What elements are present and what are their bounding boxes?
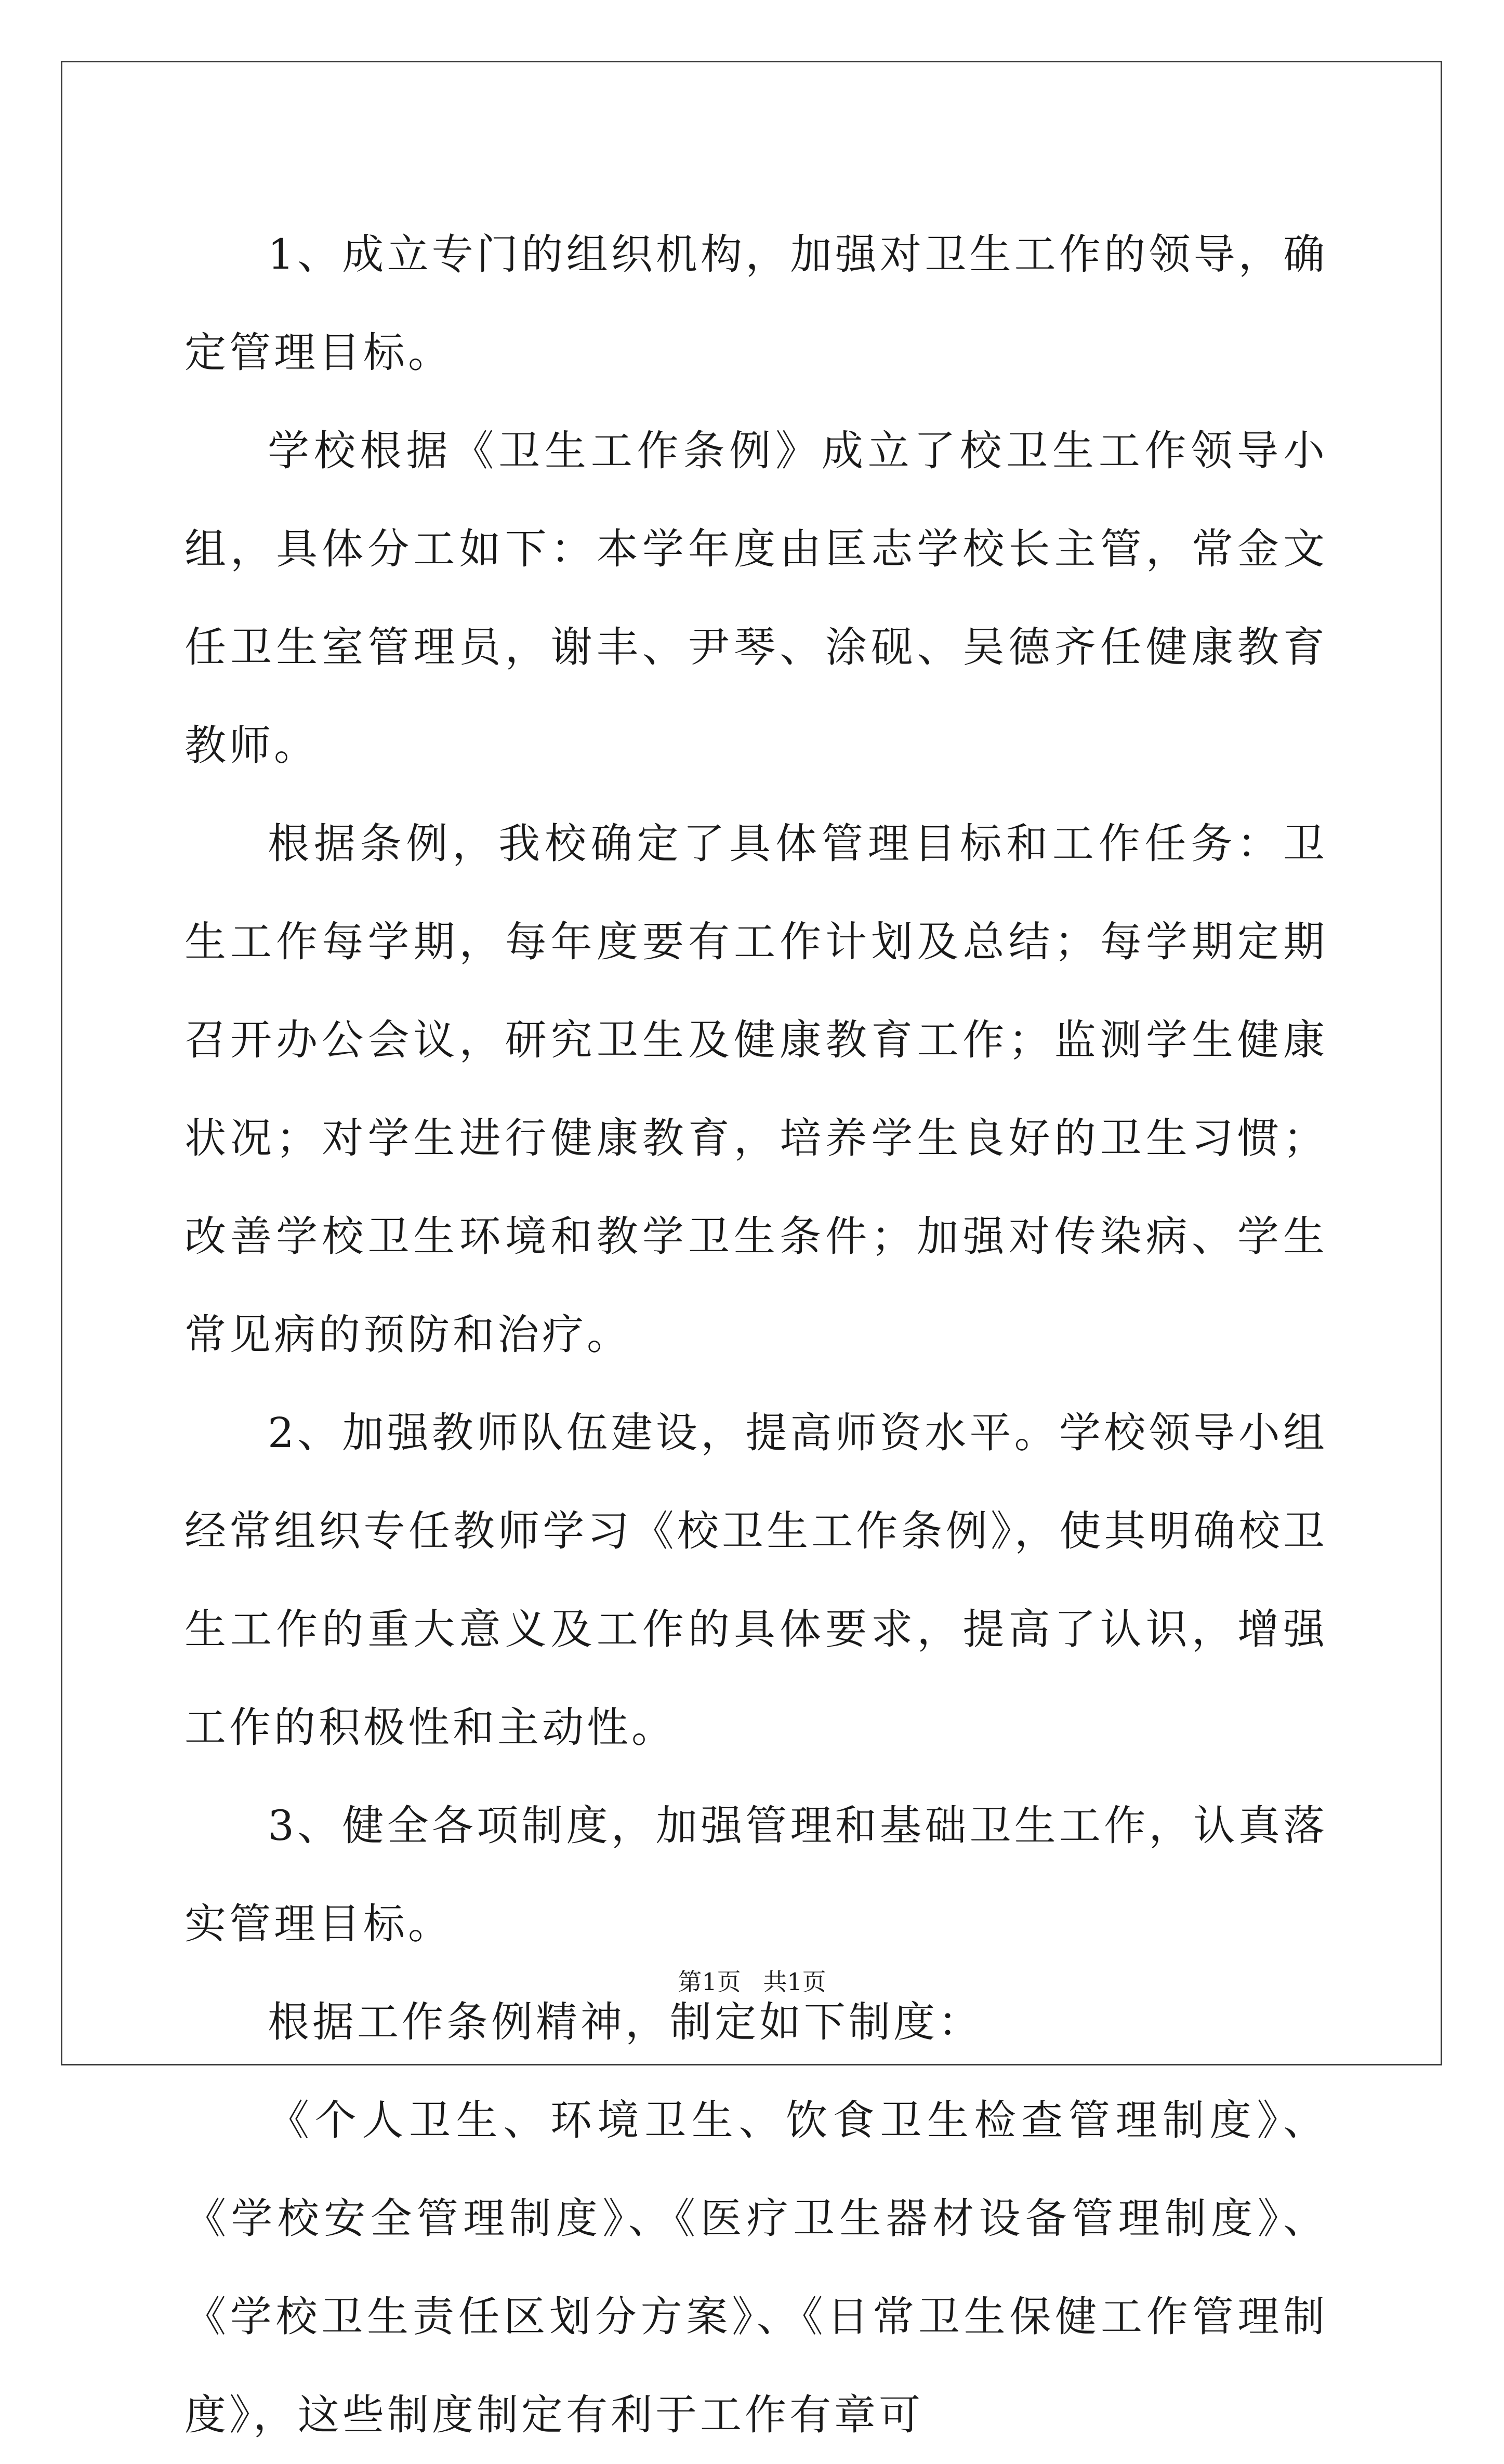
paragraph-4: 2、加强教师队伍建设，提高师资水平。学校领导小组经常组织专任教师学习《校卫生工作条例》，使其明确校卫生工作的重大意义及工作的具体要求，提高了认识，增强工作的积极性和主动性。: [184, 1409, 1328, 1752]
page-footer: [0, 1963, 1504, 1997]
page-number-total: 共1页: [763, 1968, 826, 1996]
paragraph-1: 1、成立专门的组织机构，加强对卫生工作的领导，确定管理目标。: [184, 230, 1328, 377]
paragraph-3: 根据条例，我校确定了具体管理目标和工作任务：卫生工作每学期，每年度要有工作计划及总结；每学期定期召开办公会议，研究卫生及健康教育工作；监测学生健康状况；对学生进行健康教育，培养学生良好的卫生习惯；改善学校卫生环境和教学卫生条件；加强对传染病、学生常见病的预防和治疗。: [184, 819, 1328, 1359]
document-body: [184, 205, 1328, 2464]
paragraph-6: 根据工作条例精神，制定如下制度：: [268, 1998, 983, 2046]
paragraph-2: 学校根据《卫生工作条例》成立了校卫生工作领导小组，具体分工如下：本学年度由匡志学校长主管，常金文任卫生室管理员，谢丰、尹琴、涂砚、吴德齐任健康教育教师。: [184, 427, 1328, 770]
paragraph-7: 《个人卫生、环境卫生、饮食卫生检查管理制度》、《学校安全管理制度》、《医疗卫生器材设备管理制度》、《学校卫生责任区划分方案》、《日常卫生保健工作管理制度》，这些制度制定有利于工作有章可: [184, 2096, 1328, 2439]
page-number-current: 第1页: [678, 1968, 741, 1996]
paragraph-5: 3、健全各项制度，加强管理和基础卫生工作，认真落实管理目标。: [184, 1801, 1328, 1948]
